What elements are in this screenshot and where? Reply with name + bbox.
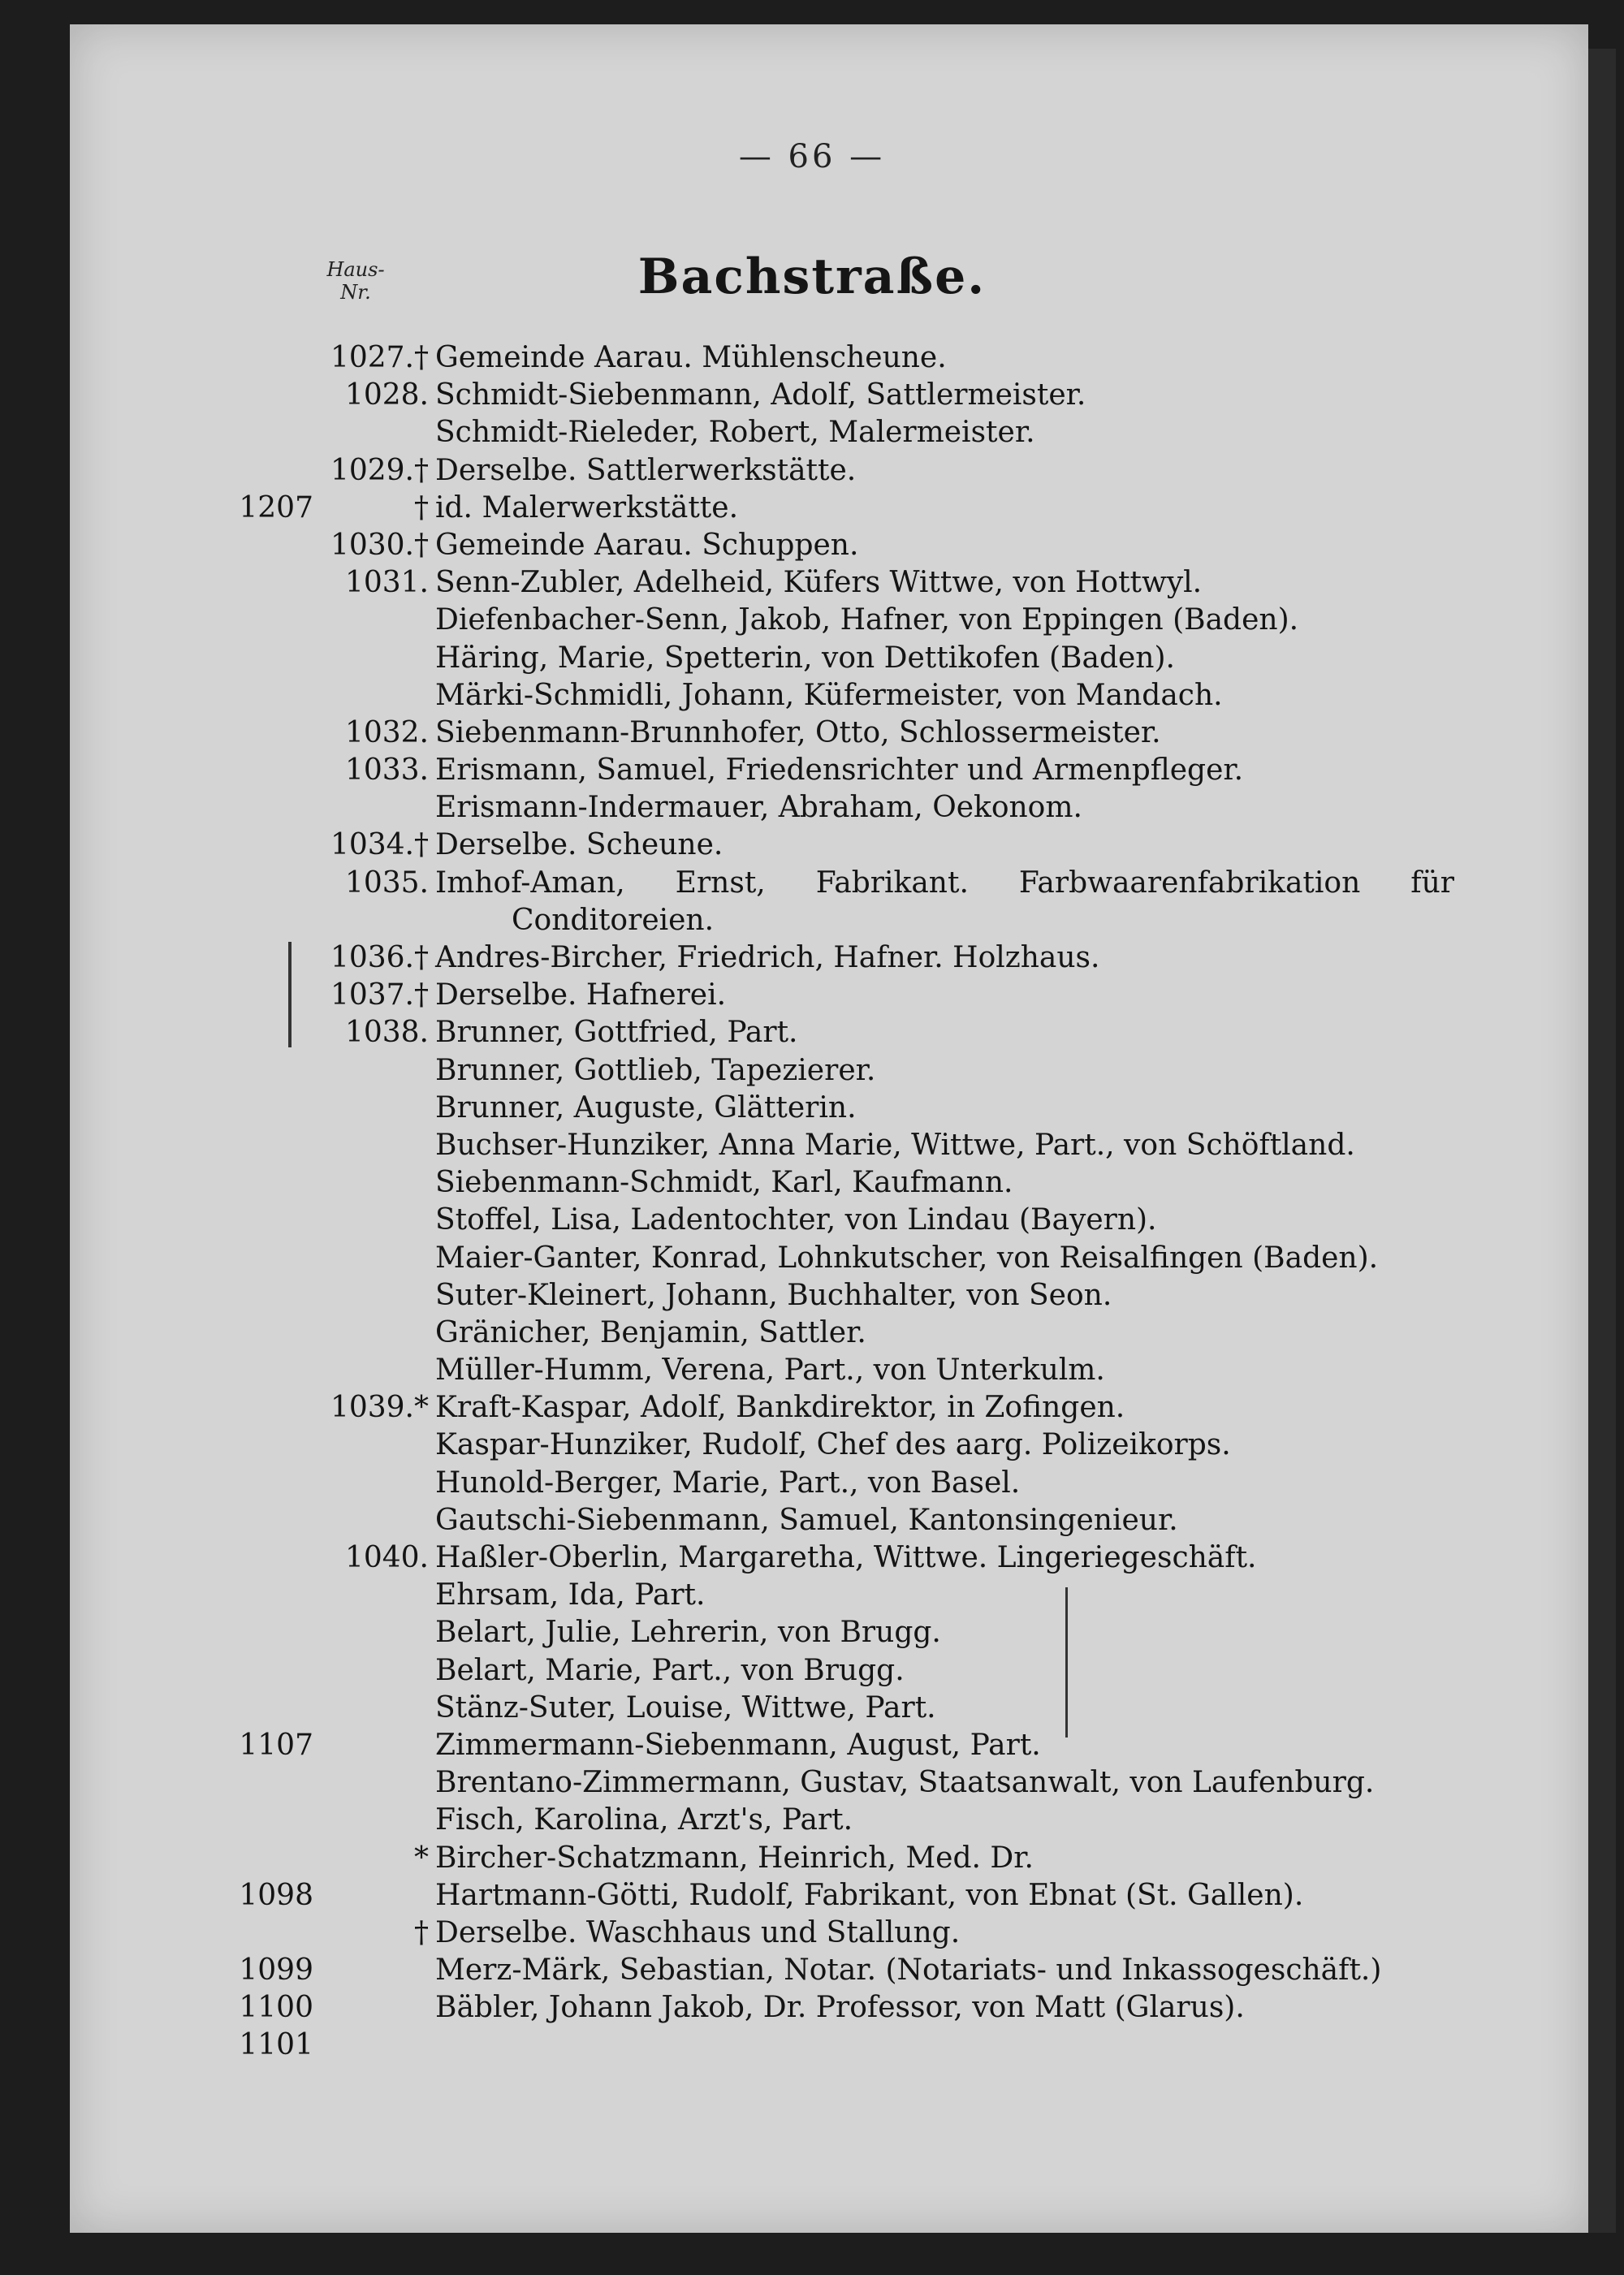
entry-row [0, 1502, 1624, 1539]
entry-row [0, 527, 1624, 564]
house-number: * [414, 1841, 429, 1875]
house-number: † [414, 1915, 429, 1949]
house-number: 1034.† [330, 828, 429, 862]
resident-entry: Brentano-Zimmermann, Gustav, Staatsanwalt, von Laufenburg. [435, 1766, 1375, 1800]
entry-row [0, 1164, 1624, 1202]
entry-row [0, 1989, 1624, 2027]
entry-row [0, 1240, 1624, 1277]
resident-entry: Hunold-Berger, Marie, Part., von Basel. [435, 1466, 1021, 1500]
resident-entry: Erismann, Samuel, Friedensrichter und Armenpfleger. [435, 753, 1244, 788]
resident-entry: Stänz-Suter, Louise, Wittwe, Part. [435, 1690, 936, 1725]
entry-row [0, 1614, 1624, 1651]
resident-entry: Belart, Marie, Part., von Brugg. [435, 1653, 905, 1687]
entry-row [0, 339, 1624, 377]
entry-row [0, 1577, 1624, 1614]
resident-entry: Belart, Julie, Lehrerin, von Brugg. [435, 1616, 941, 1650]
resident-entry: Derselbe. Hafnerei. [435, 978, 727, 1012]
resident-entry: Kaspar-Hunziker, Rudolf, Chef des aarg. Polizeikorps. [435, 1428, 1231, 1462]
entry-row [0, 789, 1624, 827]
resident-entry: Bäbler, Johann Jakob, Dr. Professor, von Matt (Glarus). [435, 1991, 1245, 2025]
resident-entry: Häring, Marie, Spetterin, von Dettikofen (Baden). [435, 641, 1175, 675]
house-number: 1036.† [330, 941, 429, 974]
resident-entry: Zimmermann-Siebenmann, August, Part. [435, 1728, 1041, 1762]
entry-row [0, 2027, 1624, 2064]
resident-entry: Gemeinde Aarau. Mühlenscheune. [435, 341, 947, 374]
house-number: 1037.† [330, 978, 429, 1012]
resident-entry: Siebenmann-Brunnhofer, Otto, Schlossermeister. [435, 715, 1161, 749]
resident-entry: Haßler-Oberlin, Margaretha, Wittwe. Lingeriegeschäft. [435, 1541, 1257, 1574]
old-house-number: 1098 [239, 1878, 313, 1912]
entry-row [0, 640, 1624, 677]
resident-entry: Derselbe. Scheune. [435, 828, 723, 862]
resident-entry: Suter-Kleinert, Johann, Buchhalter, von Seon. [435, 1278, 1112, 1312]
house-number: 1040. [344, 1541, 429, 1574]
resident-entry: Hartmann-Götti, Rudolf, Fabrikant, von Ebnat (St. Gallen). [435, 1878, 1304, 1912]
house-number: 1028. [344, 378, 429, 412]
resident-entry: Schmidt-Rieleder, Robert, Malermeister. [435, 416, 1035, 450]
resident-entry: Gränicher, Benjamin, Sattler. [435, 1315, 866, 1349]
house-number: 1035. [344, 866, 429, 900]
entry-row [0, 564, 1624, 602]
resident-entry: Müller-Humm, Verena, Part., von Unterkulm. [435, 1353, 1105, 1388]
entry-row [0, 602, 1624, 639]
resident-entry: Brunner, Auguste, Glätterin. [435, 1090, 857, 1125]
entry-row [0, 1127, 1624, 1164]
entry-list [0, 339, 1624, 2065]
resident-entry: Gemeinde Aarau. Schuppen. [435, 528, 859, 562]
entry-row [0, 1764, 1624, 1802]
resident-entry: Derselbe. Sattlerwerkstätte. [435, 453, 857, 487]
resident-entry: Ehrsam, Ida, Part. [435, 1578, 706, 1612]
entry-row [0, 1014, 1624, 1051]
entry-row [0, 1277, 1624, 1314]
resident-entry: Diefenbacher-Senn, Jakob, Hafner, von Eppingen (Baden). [435, 603, 1299, 637]
page-number: — 66 — [738, 138, 886, 175]
entry-row [0, 1389, 1624, 1427]
resident-entry: Conditoreien. [512, 903, 715, 937]
resident-entry: Schmidt-Siebenmann, Adolf, Sattlermeister. [435, 378, 1086, 412]
old-house-number: 1099 [239, 1953, 313, 1988]
house-number: 1031. [344, 566, 429, 600]
entry-row [0, 1427, 1624, 1464]
entry-row [0, 714, 1624, 752]
resident-entry: Kraft-Kaspar, Adolf, Bankdirektor, in Zofingen. [435, 1391, 1125, 1425]
entry-row [0, 1727, 1624, 1764]
resident-entry: id. Malerwerkstätte. [435, 490, 739, 525]
entry-row [0, 1690, 1624, 1727]
entry-row [0, 490, 1624, 527]
resident-entry: Senn-Zubler, Adelheid, Küfers Wittwe, von Hottwyl. [435, 566, 1203, 600]
house-number: 1030.† [330, 528, 429, 562]
entry-row [0, 977, 1624, 1014]
entry-row [0, 1052, 1624, 1090]
entry-row [0, 1915, 1624, 1952]
entry-row [0, 1652, 1624, 1690]
resident-entry: Stoffel, Lisa, Ladentochter, von Lindau (Bayern). [435, 1203, 1157, 1237]
entry-row [0, 452, 1624, 490]
entry-row [0, 1465, 1624, 1502]
old-house-number: 1107 [239, 1728, 313, 1762]
entry-row [0, 377, 1624, 414]
entry-row [0, 827, 1624, 864]
house-number: 1039.* [330, 1391, 429, 1425]
column-header-line2: Nr. [340, 281, 371, 304]
entry-row [0, 1202, 1624, 1239]
resident-entry: Buchser-Hunziker, Anna Marie, Wittwe, Part., von Schöftland. [435, 1128, 1355, 1162]
entry-row [0, 1840, 1624, 1877]
street-title: Bachstraße. [637, 248, 987, 305]
entry-row [0, 939, 1624, 977]
old-house-number: 1100 [239, 1991, 313, 2025]
entry-row [0, 1352, 1624, 1389]
margin-pencil-mark-left [288, 942, 292, 1047]
resident-entry: Erismann-Indermauer, Abraham, Oekonom. [435, 791, 1082, 825]
resident-entry: Derselbe. Waschhaus und Stallung. [435, 1915, 961, 1949]
column-header-line1: Haus- [326, 258, 385, 281]
entry-row [0, 1539, 1624, 1577]
house-number: 1029.† [330, 453, 429, 487]
resident-entry: Brunner, Gottfried, Part. [435, 1016, 798, 1050]
resident-entry: Siebenmann-Schmidt, Karl, Kaufmann. [435, 1166, 1013, 1200]
entry-row [0, 1877, 1624, 1915]
entry-row [0, 1802, 1624, 1839]
margin-pencil-mark-right [1065, 1587, 1068, 1738]
resident-entry: Märki-Schmidli, Johann, Küfermeister, von Mandach. [435, 678, 1223, 712]
entry-row [0, 1952, 1624, 1989]
resident-entry: Andres-Bircher, Friedrich, Hafner. Holzhaus. [435, 941, 1100, 974]
house-number: † [414, 490, 429, 525]
resident-entry: Fisch, Karolina, Arzt's, Part. [435, 1803, 853, 1837]
old-house-number: 1101 [239, 2028, 313, 2062]
resident-entry: Merz-Märk, Sebastian, Notar. (Notariats- und Inkassogeschäft.) [435, 1953, 1382, 1988]
entry-row [0, 414, 1624, 451]
resident-entry: Maier-Ganter, Konrad, Lohnkutscher, von Reisalfingen (Baden). [435, 1241, 1379, 1275]
old-house-number: 1207 [239, 490, 313, 525]
resident-entry: Brunner, Gottlieb, Tapezierer. [435, 1053, 876, 1087]
entry-row [0, 865, 1624, 902]
resident-entry: Bircher-Schatzmann, Heinrich, Med. Dr. [435, 1841, 1034, 1875]
house-number: 1032. [344, 715, 429, 749]
house-number: 1033. [344, 753, 429, 788]
entry-row [0, 752, 1624, 789]
entry-row [0, 1314, 1624, 1352]
resident-entry: Gautschi-Siebenmann, Samuel, Kantonsingenieur. [435, 1503, 1178, 1537]
entry-row [0, 677, 1624, 714]
entry-row [0, 1090, 1624, 1127]
resident-entry: Imhof-Aman, Ernst, Fabrikant. Farbwaarenfabrikation für [435, 866, 1454, 900]
house-number: 1038. [344, 1016, 429, 1050]
entry-row [0, 902, 1624, 939]
house-number: 1027.† [330, 341, 429, 374]
